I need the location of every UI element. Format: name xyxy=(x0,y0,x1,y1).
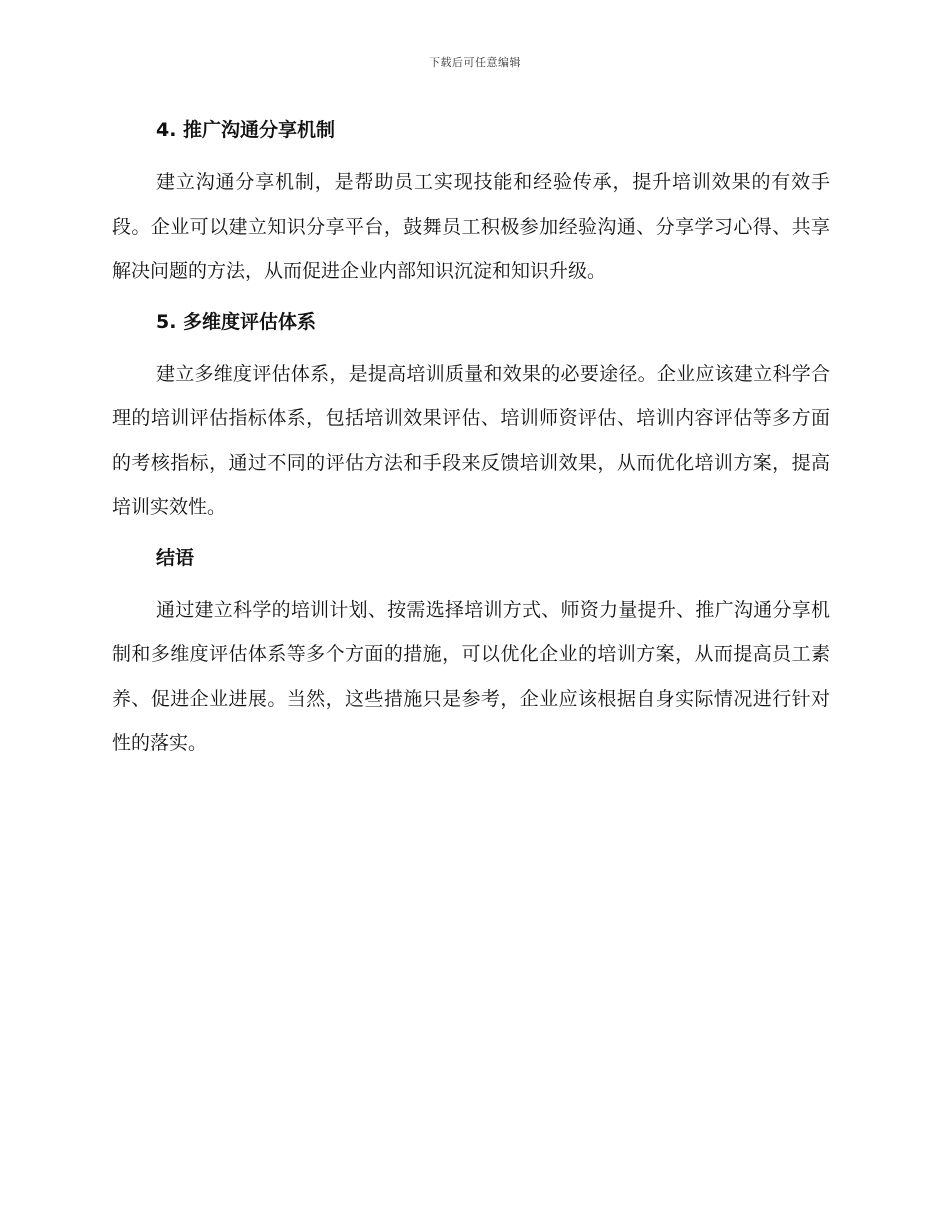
section-paragraph-evaluation-system: 建立多维度评估体系，是提高培训质量和效果的必要途径。企业应该建立科学合理的培训评估指标体系，包括培训效果评估、培训师资评估、培训内容评估等多方面的考核指标，通过不同的评估方法和手段来反馈培训效果，从而优化培训方案，提高培训实效性。 xyxy=(112,362,830,518)
document-body xyxy=(112,114,830,766)
header-note: 下载后可任意编辑 xyxy=(429,56,521,69)
section-paragraph-communication-sharing: 建立沟通分享机制，是帮助员工实现技能和经验传承，提升培训效果的有效手段。企业可以建立知识分享平台，鼓舞员工积极参加经验沟通、分享学习心得、共享解决问题的方法，从而促进企业内部知识沉淀和知识升级。 xyxy=(112,171,830,282)
section-heading-conclusion: 结语 xyxy=(156,546,195,569)
section-heading-communication-sharing: 4. 推广沟通分享机制 xyxy=(156,119,336,141)
section-paragraph-conclusion: 通过建立科学的培训计划、按需选择培训方式、师资力量提升、推广沟通分享机制和多维度评估体系等多个方面的措施，可以优化企业的培训方案，从而提高员工素养、促进企业进展。当然，这些措施只是参考，企业应该根据自身实际情况进行针对性的落实。 xyxy=(112,598,830,754)
section-heading-evaluation-system: 5. 多维度评估体系 xyxy=(156,310,317,333)
